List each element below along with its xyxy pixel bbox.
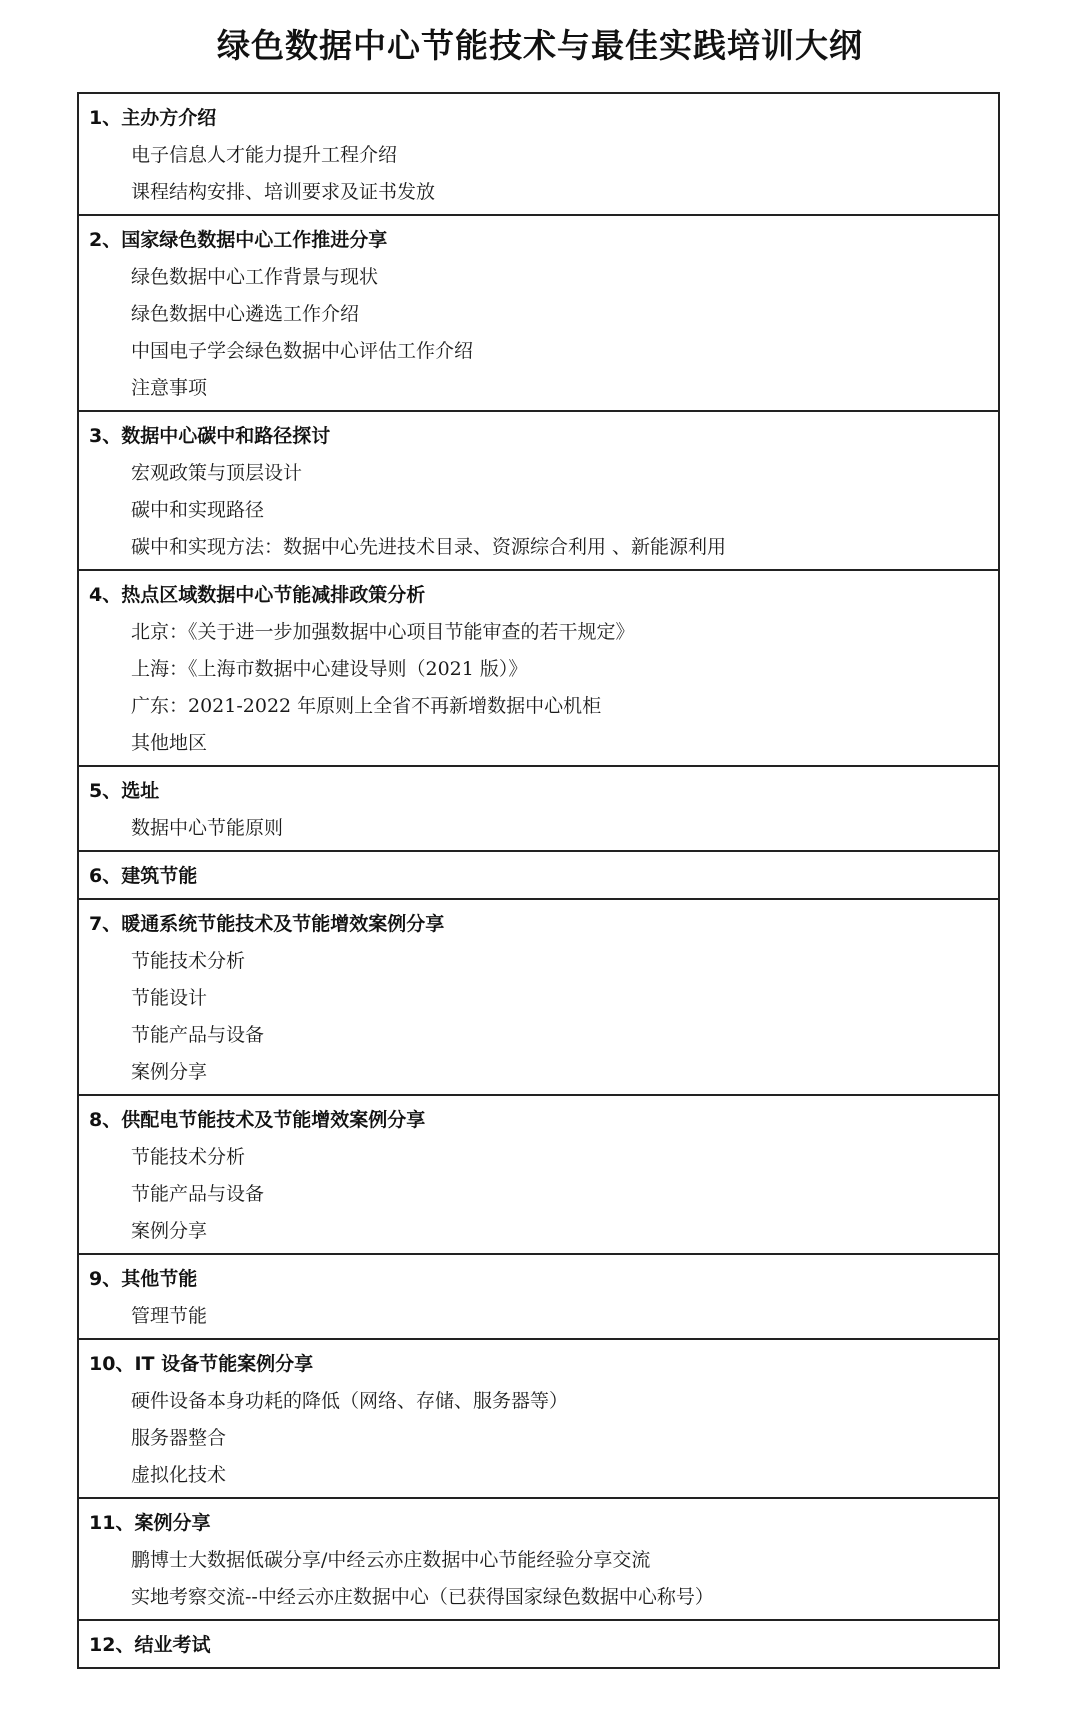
section-item: 虚拟化技术 (131, 1464, 227, 1486)
section-item: 其他地区 (131, 732, 208, 754)
outline-section (79, 900, 998, 1096)
section-heading: 11、案例分享 (89, 1512, 211, 1534)
section-item: 节能技术分析 (131, 950, 246, 972)
section-item: 节能产品与设备 (131, 1183, 265, 1205)
section-item: 北京：《关于进一步加强数据中心项目节能审查的若干规定》 (131, 621, 635, 643)
section-item: 案例分享 (131, 1220, 208, 1242)
outline-section (79, 216, 998, 412)
section-heading: 6、建筑节能 (89, 865, 198, 887)
section-item: 鹏博士大数据低碳分享/中经云亦庄数据中心节能经验分享交流 (131, 1549, 651, 1571)
section-item: 碳中和实现方法：数据中心先进技术目录、资源综合利用 、新能源利用 (131, 536, 727, 558)
outline-table (77, 92, 1000, 1669)
section-heading: 12、结业考试 (89, 1634, 211, 1656)
outline-section (79, 852, 998, 900)
outline-section (79, 94, 998, 216)
section-heading: 3、数据中心碳中和路径探讨 (89, 425, 331, 447)
section-item: 案例分享 (131, 1061, 208, 1083)
section-heading: 4、热点区域数据中心节能减排政策分析 (89, 584, 426, 606)
section-item: 绿色数据中心遴选工作介绍 (131, 303, 360, 325)
section-item: 数据中心节能原则 (131, 817, 284, 839)
outline-section (79, 1096, 998, 1255)
section-item: 中国电子学会绿色数据中心评估工作介绍 (131, 340, 474, 362)
outline-section (79, 1499, 998, 1621)
section-item: 节能技术分析 (131, 1146, 246, 1168)
section-item: 服务器整合 (131, 1427, 227, 1449)
section-item: 硬件设备本身功耗的降低（网络、存储、服务器等） (131, 1390, 569, 1412)
section-heading: 7、暖通系统节能技术及节能增效案例分享 (89, 913, 445, 935)
section-item: 绿色数据中心工作背景与现状 (131, 266, 379, 288)
section-item: 碳中和实现路径 (131, 499, 265, 521)
section-item: 广东：2021-2022 年原则上全省不再新增数据中心机柜 (131, 695, 602, 717)
section-item: 节能产品与设备 (131, 1024, 265, 1046)
section-heading: 9、其他节能 (89, 1268, 198, 1290)
section-heading: 10、IT 设备节能案例分享 (89, 1353, 314, 1375)
section-item: 节能设计 (131, 987, 208, 1009)
section-item: 注意事项 (131, 377, 208, 399)
section-item: 实地考察交流--中经云亦庄数据中心（已获得国家绿色数据中心称号） (131, 1586, 714, 1608)
outline-section (79, 1340, 998, 1499)
outline-section (79, 1621, 998, 1667)
section-heading: 8、供配电节能技术及节能增效案例分享 (89, 1109, 426, 1131)
section-item: 宏观政策与顶层设计 (131, 462, 303, 484)
page-title: 绿色数据中心节能技术与最佳实践培训大纲 (217, 26, 863, 65)
section-heading: 1、主办方介绍 (89, 107, 217, 129)
section-item: 上海：《上海市数据中心建设导则（2021 版）》 (131, 658, 528, 680)
outline-section (79, 1255, 998, 1340)
outline-section (79, 412, 998, 571)
outline-section (79, 767, 998, 852)
section-item: 电子信息人才能力提升工程介绍 (131, 144, 398, 166)
section-heading: 2、国家绿色数据中心工作推进分享 (89, 229, 388, 251)
outline-section (79, 571, 998, 767)
section-heading: 5、选址 (89, 780, 160, 802)
section-item: 管理节能 (131, 1305, 208, 1327)
section-item: 课程结构安排、培训要求及证书发放 (131, 181, 436, 203)
